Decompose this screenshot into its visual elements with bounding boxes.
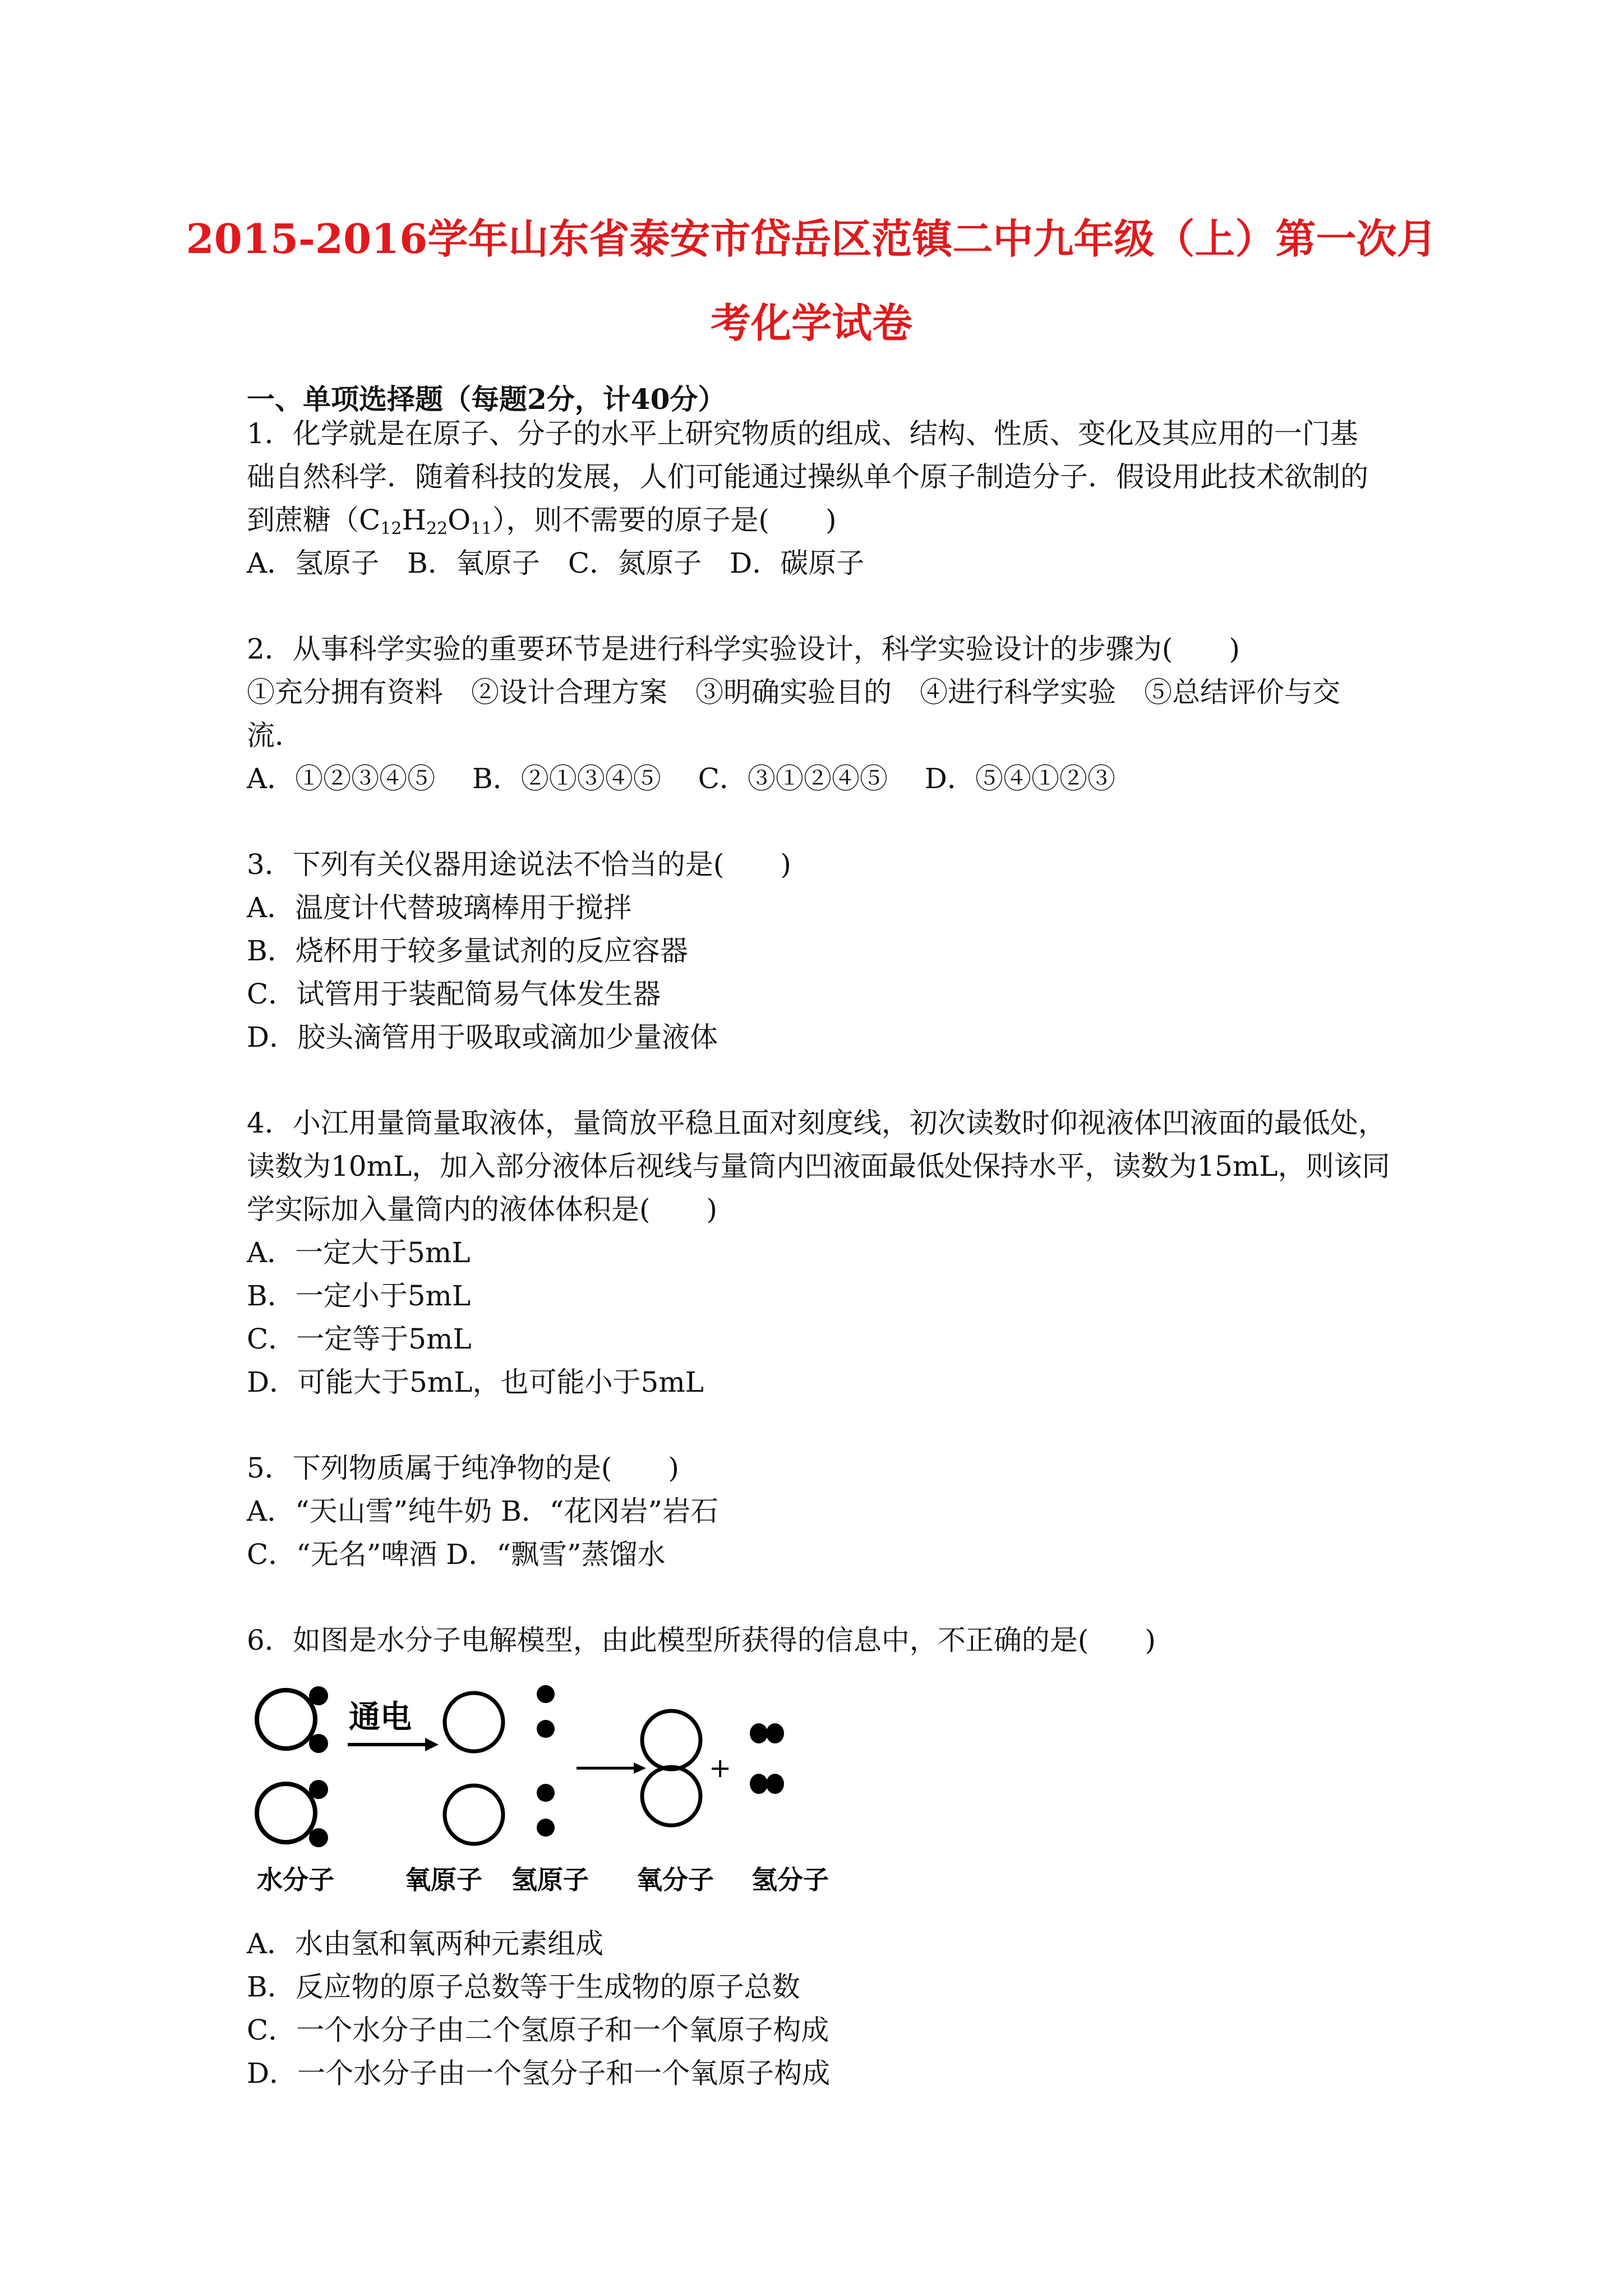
exam-title-line2: 考化学试卷	[710, 299, 912, 347]
q4-option-c: C．一定等于5mL	[247, 1323, 472, 1355]
q3-option-b: B．烧杯用于较多量试剂的反应容器	[247, 935, 688, 967]
exam-title-line1: 2015-2016学年山东省泰安市岱岳区范镇二中九年级（上）第一次月	[186, 215, 1437, 263]
water-molecule-icon	[257, 1686, 328, 1753]
oxygen-atom-icon	[445, 1786, 503, 1844]
q6-option-a: A．水由氢和氧两种元素组成	[247, 1927, 604, 1960]
q4-line3: 学实际加入量筒内的液体体积是( )	[247, 1193, 718, 1226]
section-heading: 一、单项选择题（每题2分，计40分）	[247, 383, 726, 416]
formula-o: O	[448, 504, 471, 536]
q4-option-b: B．一定小于5mL	[247, 1280, 471, 1312]
oxygen-molecule-icon	[642, 1711, 700, 1825]
q1-line2: 础自然科学．随着科技的发展，人们可能通过操纵单个原子制造分子．假设用此技术欲制的	[247, 461, 1368, 493]
electrolysis-figure	[247, 1677, 864, 1913]
formula-sub-c: 12	[380, 519, 402, 539]
label-oxygen-atom: 氧原子	[405, 1865, 482, 1895]
q3-option-d: D．胶头滴管用于吸取或滴加少量液体	[247, 1021, 718, 1053]
q3-option-a: A．温度计代替玻璃棒用于搅拌	[247, 891, 632, 924]
q4-option-d: D．可能大于5mL，也可能小于5mL	[247, 1366, 704, 1398]
arrow-icon	[577, 1763, 646, 1774]
q4-line2: 读数为10mL，加入部分液体后视线与量筒内凹液面最低处保持水平，读数为15mL，则该同	[247, 1150, 1390, 1182]
q1-line3-post: ），则不需要的原子是( )	[492, 504, 837, 536]
plus-sign: +	[709, 1752, 732, 1784]
q5-options-cd: C．“无名”啤酒 D．“飘雪”蒸馏水	[247, 1538, 666, 1571]
q2-options: A．①②③④⑤ B．②①③④⑤ C．③①②④⑤ D．⑤④①②③	[247, 762, 1115, 795]
hydrogen-molecule-icon	[750, 1723, 784, 1794]
q5-options-ab: A．“天山雪”纯牛奶 B．“花冈岩”岩石	[247, 1495, 718, 1527]
formula-sub-o: 11	[471, 519, 492, 539]
q2-line1: 2．从事科学实验的重要环节是进行科学实验设计，科学实验设计的步骤为( )	[247, 633, 1240, 665]
formula-h: H	[402, 504, 427, 536]
q6-option-c: C．一个水分子由二个氢原子和一个氧原子构成	[247, 2014, 829, 2046]
q3-stem: 3．下列有关仪器用途说法不恰当的是( )	[247, 848, 791, 881]
label-hydrogen-molecule: 氢分子	[751, 1865, 829, 1895]
q4-option-a: A．一定大于5mL	[247, 1236, 471, 1269]
q4-line1: 4．小江用量筒量取液体，量筒放平稳且面对刻度线，初次读数时仰视液体凹液面的最低处，	[247, 1107, 1386, 1139]
water-molecule-icon	[257, 1780, 328, 1847]
q2-line2: ①充分拥有资料 ②设计合理方案 ③明确实验目的 ④进行科学实验 ⑤总结评价与交	[247, 676, 1340, 708]
q1-options: A．氢原子 B．氧原子 C．氮原子 D．碳原子	[247, 547, 865, 579]
q2-line3: 流．	[247, 719, 303, 752]
label-oxygen-molecule: 氧分子	[637, 1865, 714, 1895]
arrow-icon	[348, 1738, 439, 1751]
label-hydrogen-atom: 氢原子	[511, 1865, 589, 1895]
formula-sub-h: 22	[426, 519, 448, 539]
q1-line1: 1．化学就是在原子、分子的水平上研究物质的组成、结构、性质、变化及其应用的一门基	[247, 417, 1358, 450]
q1-line3-pre: 到蔗糖（C	[247, 504, 381, 536]
q1-line3	[247, 504, 837, 539]
label-water-molecule: 水分子	[257, 1865, 334, 1895]
q5-stem: 5．下列物质属于纯净物的是( )	[247, 1452, 679, 1484]
arrow-label: 通电	[349, 1699, 412, 1736]
q6-option-d: D．一个水分子由一个氢分子和一个氧原子构成	[247, 2057, 831, 2090]
q6-option-b: B．反应物的原子总数等于生成物的原子总数	[247, 1971, 800, 2003]
q6-stem: 6．如图是水分子电解模型，由此模型所获得的信息中，不正确的是( )	[247, 1624, 1156, 1657]
q3-option-c: C．试管用于装配简易气体发生器	[247, 978, 661, 1010]
hydrogen-atom-icon	[537, 1685, 555, 1837]
oxygen-atom-icon	[445, 1693, 503, 1751]
